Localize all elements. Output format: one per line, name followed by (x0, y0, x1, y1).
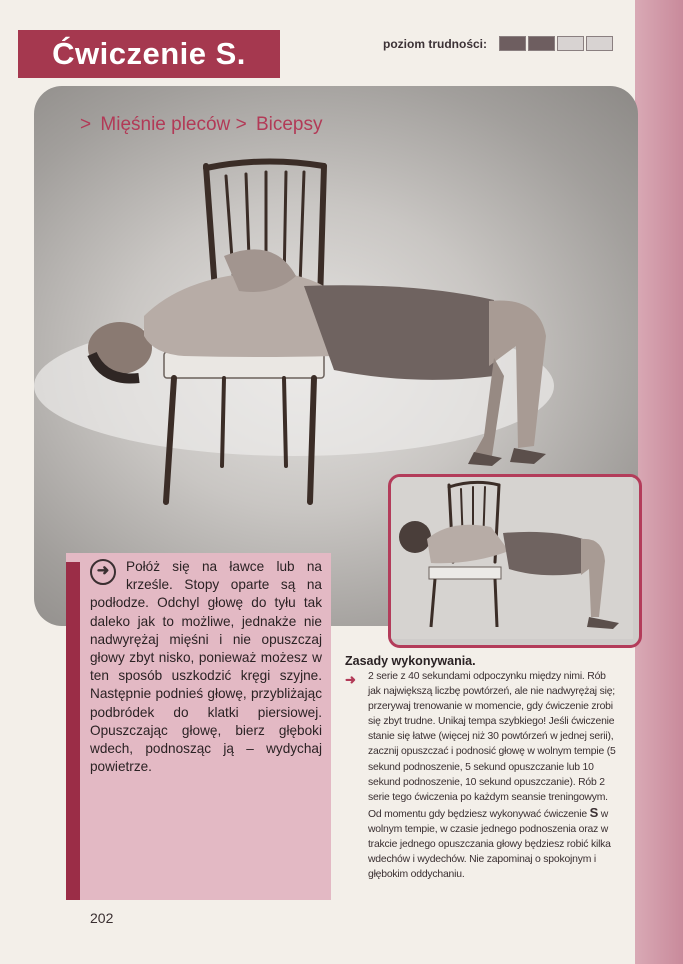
inset-illustration (391, 477, 633, 639)
rules-heading: Zasady wykonywania. (345, 654, 476, 668)
difficulty-box-filled (499, 36, 526, 51)
rules-text-part2: w wolnym tempie, w czasie jednego podnoszenia oraz w trakcie jednego opuszczania głowy będziesz robić kilka wdechów i wydechów. Nie zapominaj o spokojnym i głębokim oddychaniu. (368, 808, 611, 881)
instruction-text: Połóż się na ławce lub na krześle. Stopy oparte są na podłodze. Odchyl głowę do tyłu tak daleko jak to możliwe, jednakże nie nadwyrężaj mięśni i nie opuszczaj głowy zbyt nisko, ponieważ możesz w ten sposób uszkodzić kręgi szyjne. Następnie podnieś głowę, przybliżając podbródek do klatki piersiowej. Opuszczając głowę, bierz głęboki wdech, podnosząc ją – wydychaj powietrze. (90, 559, 322, 775)
muscle-groups-subtitle (80, 114, 323, 136)
chevron-right-icon: > (80, 114, 92, 135)
difficulty-rating (383, 36, 613, 51)
difficulty-box-empty (586, 36, 613, 51)
muscle-group-1: Mięśnie pleców (100, 114, 231, 135)
difficulty-box-empty (557, 36, 584, 51)
exercise-title: Ćwiczenie S. (18, 30, 280, 78)
instruction-side-bar (66, 562, 80, 900)
instruction-text-block (90, 558, 322, 776)
difficulty-boxes (499, 36, 613, 51)
rules-exercise-letter: S (589, 804, 599, 820)
inset-exercise-photo (388, 474, 642, 648)
muscle-group-2: Bicepsy (255, 114, 323, 135)
page-edge-tab (635, 0, 683, 964)
arrow-right-circle-icon: ➜ (90, 559, 116, 585)
difficulty-box-filled (528, 36, 555, 51)
arrow-right-icon: ➜ (345, 672, 356, 687)
chevron-right-icon: > (235, 114, 247, 135)
page-number: 202 (90, 910, 114, 926)
rules-text (368, 669, 616, 882)
difficulty-label: poziom trudności: (383, 36, 487, 51)
rules-text-part1: 2 serie z 40 sekundami odpoczynku między nimi. Rób jak największą liczbę powtórzeń, ale nie nadwyrężaj się; przerywaj trenowanie w momencie, gdy ćwiczenie zrobi się zbyt trudne. Unikaj tempa szybkiego! Jeśli ćwiczenie stanie się łatwe (więcej niż 30 powtórzeń w jednej serii), zacznij opuszczać i podnosić głowę w wolnym tempie (5 sekund podnoszenie, 5 sekund opuszczanie lub 10 sekund podnoszenie, 10 sekund opuszczanie). Rób 2 serie tego ćwiczenia po każdym seansie treningowym. Od momentu gdy będziesz wykonywać ćwiczenie (368, 671, 616, 820)
